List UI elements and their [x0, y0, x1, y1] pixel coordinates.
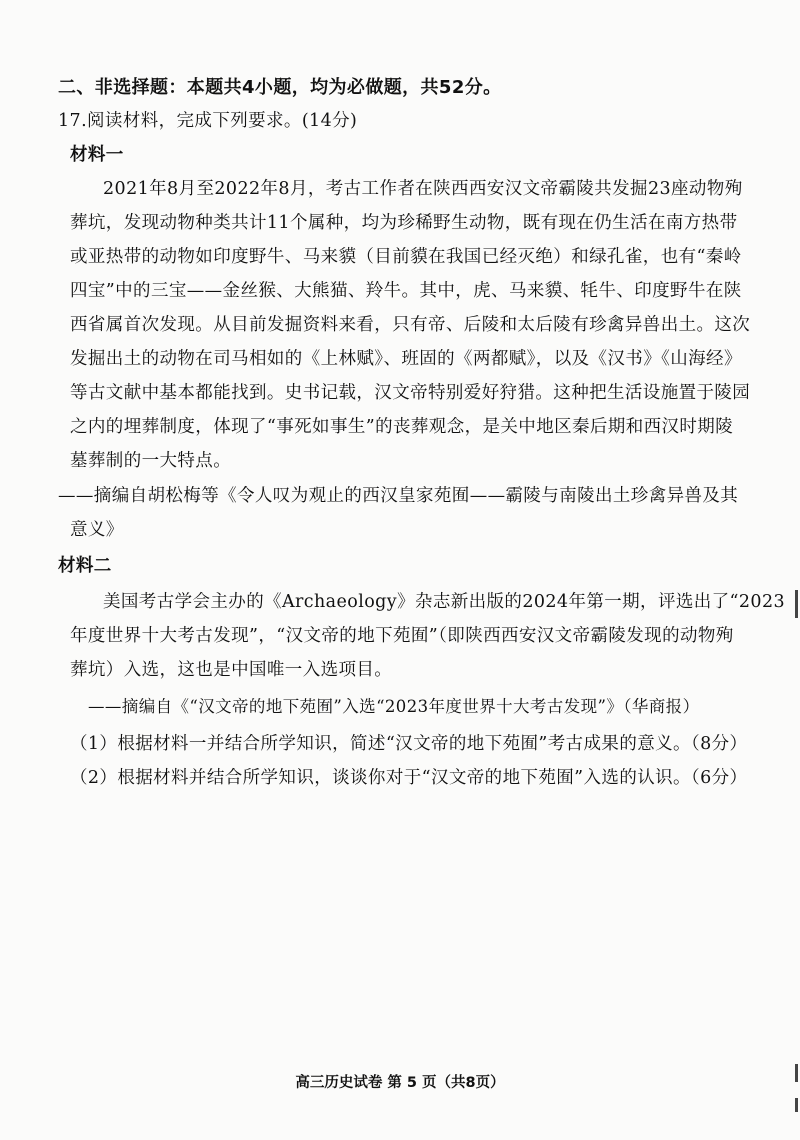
page-footer: 高三历史试卷 第 5 页（共8页） [295, 1075, 505, 1091]
material-2-line: 美国考古学会主办的《Archaeology》杂志新出版的2024年第一期，评选出了“2023 [103, 592, 786, 612]
material-2-line: 年度世界十大考古发现”，“汉文帝的地下苑囿”（即陕西西安汉文帝霸陵发现的动物殉 [70, 626, 734, 646]
sub-question-2: （2）根据材料并结合所学知识，谈谈你对于“汉文帝的地下苑囿”入选的认识。（6分） [70, 768, 748, 788]
material-1-line: 墓葬制的一大特点。 [70, 451, 232, 471]
material-1-line: 等古文献中基本都能找到。史书记载，汉文帝特别爱好狩猎。这种把生活设施置于陵园 [70, 383, 751, 403]
material-1-source: ——摘编自胡松梅等《令人叹为观止的西汉皇家苑囿——霸陵与南陵出土珍禽异兽及其 [58, 486, 739, 506]
scan-edge-mark [795, 590, 798, 618]
material-1-source-cont: 意义》 [70, 520, 124, 540]
material-1-line: 葬坑，发现动物种类共计11个属种，均为珍稀野生动物，既有现在仍生活在南方热带 [70, 213, 738, 233]
material-2-line: 葬坑）入选，这也是中国唯一入选项目。 [70, 660, 393, 680]
scan-edge-mark [795, 1098, 798, 1112]
question-17-title: 17.阅读材料，完成下列要求。(14分) [58, 111, 358, 131]
scan-edge-mark [795, 1064, 798, 1082]
material-1-line: 2021年8月至2022年8月，考古工作者在陕西西安汉文帝霸陵共发掘23座动物殉 [103, 179, 743, 199]
material-1-line: 四宝”中的三宝——金丝猴、大熊猫、羚牛。其中，虎、马来貘、牦牛、印度野牛在陕 [70, 281, 742, 301]
material-1-line: 或亚热带的动物如印度野牛、马来貘（目前貘在我国已经灭绝）和绿孔雀，也有“秦岭 [70, 247, 742, 267]
material-1-label: 材料一 [70, 145, 124, 165]
section-heading: 二、非选择题：本题共4小题，均为必做题，共52分。 [58, 77, 502, 98]
material-1-line: 西省属首次发现。从目前发掘资料来看，只有帝、后陵和太后陵有珍禽异兽出土。这次 [70, 315, 751, 335]
sub-question-1: （1）根据材料一并结合所学知识，简述“汉文帝的地下苑囿”考古成果的意义。（8分） [70, 734, 748, 754]
material-2-source: ——摘编自《“汉文帝的地下苑囿”入选“2023年度世界十大考古发现”》（华商报） [88, 697, 700, 716]
material-1-line: 之内的埋葬制度，体现了“事死如事生”的丧葬观念，是关中地区秦后期和西汉时期陵 [70, 417, 734, 437]
material-1-line: 发掘出土的动物在司马相如的《上林赋》、班固的《两都赋》，以及《汉书》《山海经》 [70, 349, 742, 369]
material-2-label: 材料二 [58, 556, 112, 576]
